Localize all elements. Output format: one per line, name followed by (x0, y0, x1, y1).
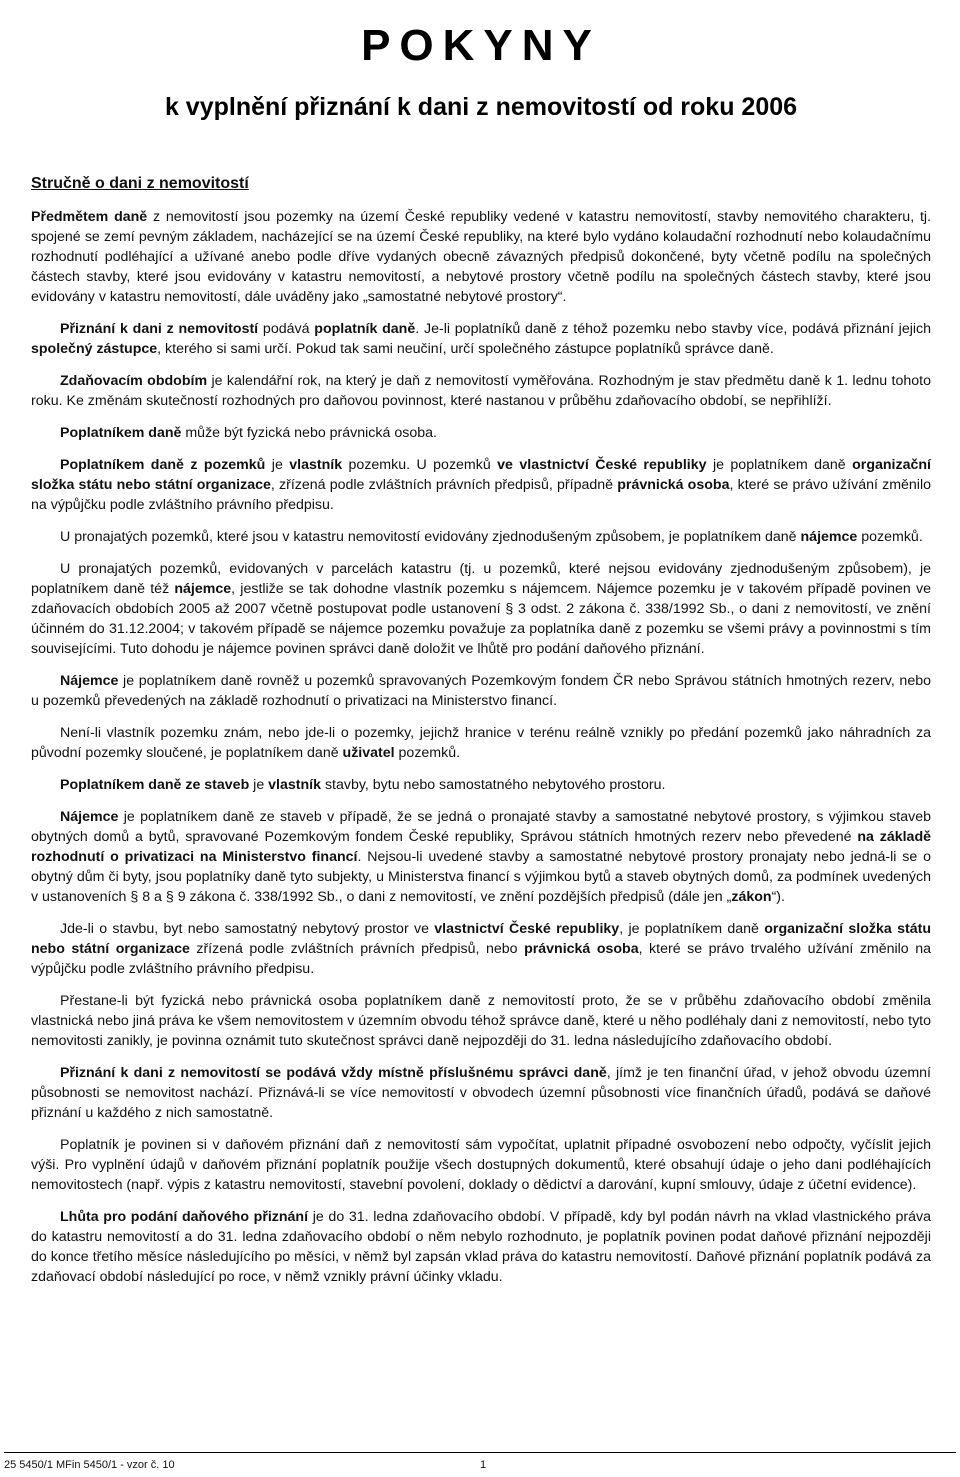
paragraph (31, 1207, 931, 1287)
bold-term: Nájemce (60, 809, 119, 825)
bold-term: Zdaňovacím obdobím (60, 373, 208, 389)
text-run: . Nejsou-li uvedené stavby a samostatné nebytové prostory pronajaty nebo jedná-li se o obytný dům či byty, jsou poplatníky daně tyto subjekty, u Ministerstva financí s výjimkou bytů a staveb obytných domů, za podmínek uvedených v ustanoveních § 8 a § 9 zákona č. 338/1992 Sb., o dani z nemovitostí, ve znění pozdějších předpisů (dále jen „ (31, 849, 931, 905)
section-heading: Stručně o dani z nemovitostí (31, 175, 249, 192)
text-run: je poplatníkem daně rovněž u pozemků spravovaných Pozemkovým fondem ČR nebo Správou státních hmotných rezerv, nebo u pozemků převedených na základě rozhodnutí o privatizaci na Ministerstvo financí. (31, 673, 931, 709)
text-run: Není-li vlastník pozemku znám, nebo jde-li o pozemky, jejichž hranice v terénu reálně vznikly po předání pozemků jako náhradních za původní pozemky sloučené, je poplatníkem daně (31, 725, 931, 761)
text-run: z nemovitostí jsou pozemky na území České republiky vedené v katastru nemovitostí, stavby nemovitého charakteru, tj. spojené se zemí pevným základem, nacházející se na území České republiky, na které bylo vydáno kolaudační rozhodnutí nebo kolaudačnímu rozhodnutí podléhající a užívané anebo podle dříve vydaných obecně závazných předpisů dokončené, byty včetně podílu na společných částech stavby, které jsou evidovány v katastru nemovitostí, a nebytové prostory včetně podílu na společných částech stavby, které jsou evidovány v katastru nemovitostí, dále uváděny jako „samostatné nebytové prostory“. (31, 209, 931, 305)
text-run: “). (771, 889, 785, 905)
text-run: zřízená podle zvláštních právních předpisů, nebo (189, 941, 525, 957)
paragraph (31, 371, 931, 411)
text-run: podává (258, 321, 315, 337)
text-run: pozemků. (394, 745, 461, 761)
bold-term: vlastník (289, 457, 343, 473)
paragraph (31, 807, 931, 907)
bold-term: na základě rozhodnutí o privatizaci na Ministerstvo financí (31, 829, 932, 865)
text-run: , jímž je ten finanční úřad, v jehož obvodu územní působnosti se nemovitost nachází. Přiznává-li se více nemovitostí v obvodech územní působnosti více finančních úřadů, podává se daňové přiznání u každého z nich samostatně. (31, 1065, 931, 1121)
bold-term: nájemce (800, 529, 858, 545)
text-run: U pronajatých pozemků, které jsou v katastru nemovitostí evidovány zjednodušeným způsobem, je poplatníkem daně (60, 529, 801, 545)
text-run: pozemku. U pozemků (342, 457, 498, 473)
text-run: , jestliže se tak dohodne vlastník pozemku s nájemcem. Nájemce pozemku je v takovém případě povinen ve zdaňovacích obdobích 2005 až 2007 včetně postupovat podle ustanovení § 3 odst. 2 zákona č. 338/1992 Sb., o dani z nemovitostí, ve znění účinném do 31.12.2004; v takovém případě se nájemce pozemku považuje za poplatníka daně z pozemku se všemi právy a povinnostmi s tím souvisejícími. Tuto dohodu je nájemce povinen správci daně doložit ve lhůtě pro podání daňového přiznání. (31, 581, 931, 657)
paragraph (31, 919, 931, 979)
paragraph (31, 775, 931, 795)
document-page (31, 0, 931, 1287)
bold-term: zákon (731, 889, 772, 905)
paragraph (31, 671, 931, 711)
bold-term: organizační složka státu nebo státní organizace (31, 921, 931, 957)
bold-term: Přiznání k dani z nemovitostí se podává vždy místně příslušnému správci daně (60, 1065, 607, 1081)
text-run: Jde-li o stavbu, byt nebo samostatný nebytový prostor ve (60, 921, 435, 937)
bold-term: Lhůta pro podání daňového přiznání (60, 1209, 309, 1225)
paragraph (31, 1063, 931, 1123)
paragraph (31, 991, 931, 1051)
page-title: POKYNY (361, 21, 601, 70)
bold-term: právnická osoba (617, 477, 730, 493)
bold-term: společný zástupce (31, 341, 158, 357)
paragraph (31, 723, 931, 763)
bold-term: právnická osoba (524, 941, 639, 957)
bold-term: Nájemce (60, 673, 119, 689)
bold-term: uživatel (342, 745, 395, 761)
page-subtitle: k vyplnění přiznání k dani z nemovitostí od roku 2006 (164, 93, 798, 121)
bold-term: Přiznání k dani z nemovitostí (60, 321, 259, 337)
bold-term: ve vlastnictví České republiky (497, 457, 707, 473)
bold-term: nájemce (174, 581, 232, 597)
text-run: je poplatníkem daně ze staveb v případě, že se jedná o pronajaté stavby a samostatné nebytové prostory, s výjimkou staveb obytných domů a bytů, spravované Pozemkovým fondem České republiky, Správou státních hmotných rezerv nebo převedené (31, 809, 931, 845)
text-run: , zřízená podle zvláštních právních předpisů, případně (270, 477, 618, 493)
text-run: U pronajatých pozemků, evidovaných v parcelách katastru (tj. u pozemků, které nejsou evidovány zjednodušeným způsobem), je poplatníkem daně též (31, 561, 931, 597)
paragraph (31, 1135, 931, 1195)
paragraph (31, 423, 931, 443)
paragraph (31, 207, 931, 307)
text-run: je (249, 777, 269, 793)
form-code: 25 5450/1 MFin 5450/1 - vzor č. 10 (4, 1459, 175, 1471)
text-run: Přestane-li být fyzická nebo právnická osoba poplatníkem daně z nemovitostí proto, že se v průběhu zdaňovacího období změnila vlastnická nebo jiná práva ke všem nemovitostem v územním obvodu téhož správce daně, které u něho podléhaly dani z nemovitostí, nebo tyto nemovitosti zanikly, je povinna oznámit tuto skutečnost správci daně nejpozději do 31. ledna následujícího zdaňovacího období. (31, 993, 931, 1049)
bold-term: Poplatníkem daně ze staveb (60, 777, 250, 793)
bold-term: vlastnictví České republiky (434, 921, 620, 937)
body-text (31, 207, 931, 1287)
page-number: 1 (480, 1459, 487, 1471)
text-run: je do 31. ledna zdaňovacího období. V případě, kdy byl podán návrh na vklad vlastnického práva do katastru nemovitostí a do 31. ledna zdaňovacího období o něm nebylo rozhodnuto, je poplatník povinen podat daňové přiznání nejpozději do konce třetího měsíce následujícího po měsíci, v němž byl zapsán vklad práva do katastru nemovitostí. Daňové přiznání poplatník podává za zdaňovací období následující po roce, v němž vznikly právní účinky vkladu. (31, 1209, 931, 1285)
bold-term: Předmětem daně (31, 209, 148, 225)
bold-term: Poplatníkem daně (60, 425, 182, 441)
paragraph (31, 319, 931, 359)
paragraph (31, 527, 931, 547)
text-run: . Je-li poplatníků daně z téhož pozemku nebo stavby více, podává přiznání jejich (415, 321, 932, 337)
paragraph (31, 455, 931, 515)
text-run: stavby, bytu nebo samostatného nebytového prostoru. (321, 777, 666, 793)
text-run: , které se právo trvalého užívání změnilo na výpůjčku podle zvláštního právního předpisu. (31, 941, 931, 977)
bold-term: Poplatníkem daně z pozemků (60, 457, 266, 473)
text-run: je (265, 457, 290, 473)
text-run: je kalendářní rok, na který je daň z nemovitostí vyměřována. Rozhodným je stav předmětu daně k 1. lednu tohoto roku. Ke změnám skutečností rozhodných pro daňovou povinnost, které nastanou v průběhu zdaňovacího období, se nepřihlíží. (31, 373, 931, 409)
text-run: , které se právo užívání změnilo na výpůjčku podle zvláštního právního předpisu. (31, 477, 931, 513)
text-run: může být fyzická nebo právnická osoba. (181, 425, 437, 441)
text-run: je poplatníkem daně (706, 457, 853, 473)
paragraph (31, 559, 931, 659)
page-footer (4, 1452, 956, 1473)
bold-term: organizační složka státu nebo státní organizace (31, 457, 931, 493)
bold-term: poplatník daně (314, 321, 416, 337)
text-run: pozemků. (857, 529, 923, 545)
text-run: , je poplatníkem daně (619, 921, 765, 937)
bold-term: vlastník (268, 777, 322, 793)
text-run: Poplatník je povinen si v daňovém přiznání daň z nemovitostí sám vypočítat, uplatnit případné osvobození nebo odpočty, vyčíslit jejich výši. Pro vyplnění údajů v daňovém přiznání poplatník použije všech dostupných dokumentů, které obsahují údaje o jeho dani podléhajících nemovitostech (např. výpis z katastru nemovitostí, stavební povolení, doklady o dědictví a darování, kupní smlouvy, údaje z účetní evidence). (31, 1137, 931, 1193)
text-run: , kterého si sami určí. Pokud tak sami neučiní, určí společného zástupce poplatníků správce daně. (157, 341, 774, 357)
